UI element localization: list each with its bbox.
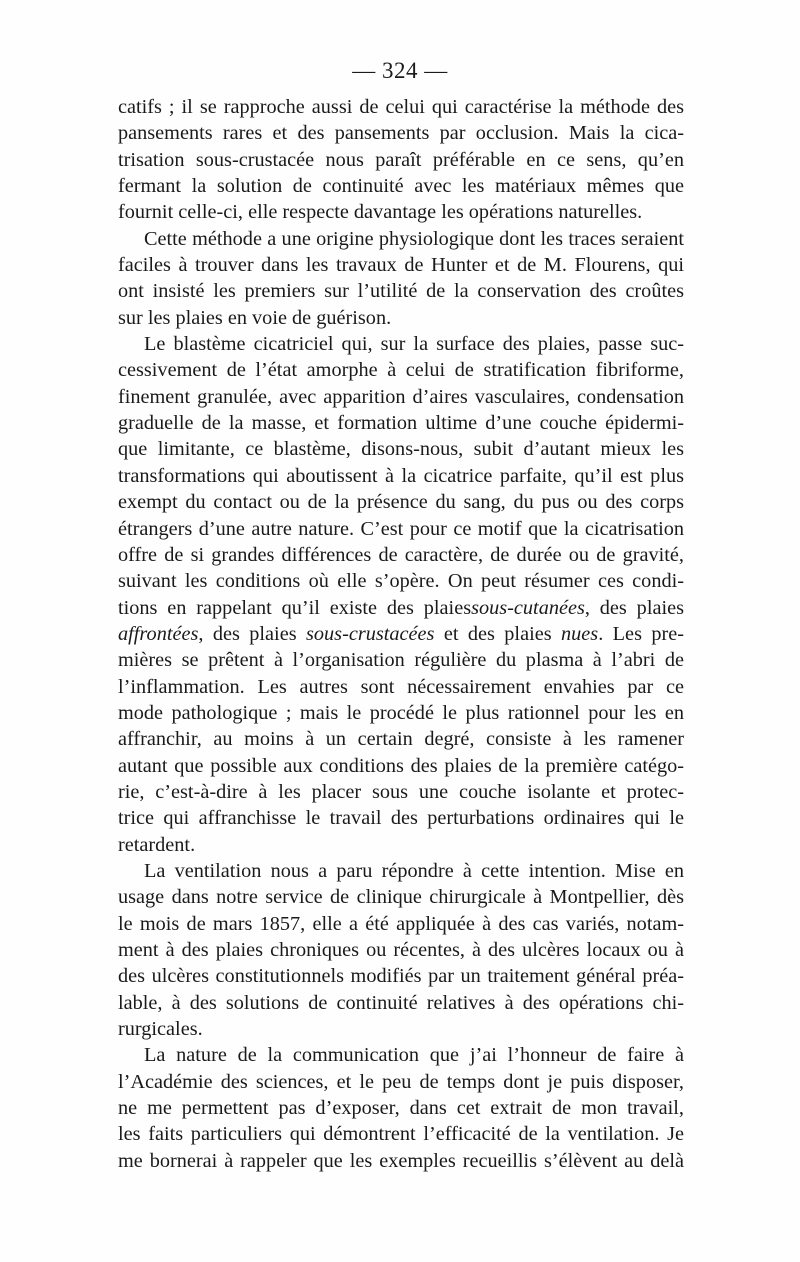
text-line [118, 911, 684, 937]
text-run: sur les plaies en voie de guérison. [118, 306, 392, 329]
text-run: étrangers d’une autre nature. C’est pour ce motif que la cicatrisation [118, 517, 684, 540]
text-run: trice qui affranchisse le travail des perturbations ordinaires qui le [118, 807, 684, 830]
text-line [118, 1148, 684, 1174]
text-line [118, 516, 684, 542]
text-run: et des plaies [434, 622, 562, 645]
text-line [118, 1121, 684, 1147]
text-line [118, 621, 684, 647]
text-run: exempt du contact ou de la présence du sang, du pus ou des corps [118, 491, 684, 514]
text-run: mode pathologique ; mais le procédé le plus rationnel pour les en [118, 701, 684, 724]
text-run: Le blastème cicatriciel qui, sur la surface des plaies, passe suc- [144, 333, 684, 356]
italic-term: nues [561, 622, 599, 645]
text-line [118, 384, 684, 410]
text-line [118, 331, 684, 357]
text-run: , des plaies [198, 622, 306, 645]
italic-term: affrontées [118, 622, 199, 645]
text-line [118, 436, 684, 462]
text-run: faciles à trouver dans les travaux de Hunter et de M. Flourens, qui [118, 254, 684, 277]
text-line [118, 647, 684, 673]
text-run: que limitante, ce blastème, disons-nous, subit d’autant mieux les [118, 438, 684, 461]
text-line [118, 805, 684, 831]
text-run: offre de si grandes différences de caractère, de durée ou de gravité, [118, 543, 684, 566]
text-run: graduelle de la masse, et formation ultime d’une couche épidermi- [118, 412, 684, 435]
text-run: des ulcères constitutionnels modifiés par un traitement général préa- [118, 965, 684, 988]
text-run: trisation sous-crustacée nous paraît préférable en ce sens, qu’en [118, 148, 684, 171]
text-run: pansements rares et des pansements par occlusion. Mais la cica- [118, 122, 684, 145]
page-number: — 324 — [352, 58, 448, 83]
text-run: ne me permettent pas d’exposer, dans cet extrait de mon travail, [118, 1097, 684, 1120]
text-line [118, 595, 684, 621]
text-run: tions en rappelant qu’il existe des plaies [118, 596, 472, 619]
text-line [118, 884, 684, 910]
text-run: ont insisté les premiers sur l’utilité de la conservation des croûtes [118, 280, 684, 303]
text-line [118, 963, 684, 989]
text-line [118, 252, 684, 278]
text-line [118, 858, 684, 884]
text-line [118, 937, 684, 963]
text-run: La nature de la communication que j’ai l’honneur de faire à [144, 1044, 684, 1067]
text-line [118, 779, 684, 805]
text-line [118, 568, 684, 594]
text-line [118, 94, 684, 120]
text-run: transformations qui aboutissent à la cicatrice parfaite, qu’il est plus [118, 464, 684, 487]
text-run: les faits particuliers qui démontrent l’efficacité de la ventilation. Je [118, 1123, 684, 1146]
text-line [118, 542, 684, 568]
text-line [118, 753, 684, 779]
text-line [118, 410, 684, 436]
text-run: catifs ; il se rapproche aussi de celui qui caractérise la méthode des [118, 96, 684, 118]
text-line [118, 147, 684, 173]
text-run: finement granulée, avec apparition d’aires vasculaires, condensation [118, 385, 684, 408]
text-run: me bornerai à rappeler que les exemples recueillis s’élèvent au delà [118, 1149, 684, 1172]
text-line [118, 463, 684, 489]
text-run: affranchir, au moins à un certain degré, consiste à les ramener [118, 728, 684, 751]
text-line [118, 700, 684, 726]
text-line [118, 832, 684, 858]
body-text [118, 94, 684, 1174]
text-run: suivant les conditions où elle s’opère. On peut résumer ces condi- [118, 570, 684, 593]
text-line [118, 1069, 684, 1095]
text-line [118, 1016, 684, 1042]
text-line [118, 1042, 684, 1068]
text-line [118, 199, 684, 225]
text-run: Cette méthode a une origine physiologique dont les traces seraient [144, 227, 684, 250]
text-line [118, 990, 684, 1016]
text-run: . Les pre- [598, 622, 685, 645]
text-run: retardent. [118, 833, 196, 856]
text-line [118, 120, 684, 146]
text-run: rurgicales. [118, 1018, 203, 1041]
text-run: cessivement de l’état amorphe à celui de stratification fibriforme, [118, 359, 684, 382]
text-run: rie, c’est-à-dire à les placer sous une couche isolante et protec- [118, 780, 684, 803]
text-line [118, 357, 684, 383]
text-run: lable, à des solutions de continuité relatives à des opérations chi- [118, 991, 684, 1014]
text-line [118, 1095, 684, 1121]
text-run: ment à des plaies chroniques ou récentes, à des ulcères locaux ou à [118, 939, 684, 961]
text-run: autant que possible aux conditions des plaies de la première catégo- [118, 754, 684, 777]
text-run: l’Académie des sciences, et le peu de temps dont je puis disposer, [118, 1070, 684, 1093]
text-line [118, 674, 684, 700]
text-line [118, 726, 684, 752]
text-run: fournit celle-ci, elle respecte davantage les opérations naturelles. [118, 201, 643, 224]
text-line [118, 173, 684, 199]
italic-term: sous-cutanées [471, 596, 585, 619]
text-run: , des plaies [584, 596, 684, 619]
text-line [118, 305, 684, 331]
text-run: fermant la solution de continuité avec les matériaux mêmes que [118, 175, 684, 198]
text-line [118, 489, 684, 515]
text-line [118, 226, 684, 252]
italic-term: sous-crustacées [306, 622, 435, 645]
text-run: La ventilation nous a paru répondre à cette intention. Mise en [144, 859, 684, 882]
text-run: l’inflammation. Les autres sont nécessairement envahies par ce [118, 675, 684, 698]
text-line [118, 278, 684, 304]
text-run: le mois de mars 1857, elle a été appliquée à des cas variés, notam- [118, 912, 684, 935]
text-run: usage dans notre service de clinique chirurgicale à Montpellier, dès [118, 886, 684, 909]
text-run: mières se prêtent à l’organisation régulière du plasma à l’abri de [118, 649, 684, 672]
